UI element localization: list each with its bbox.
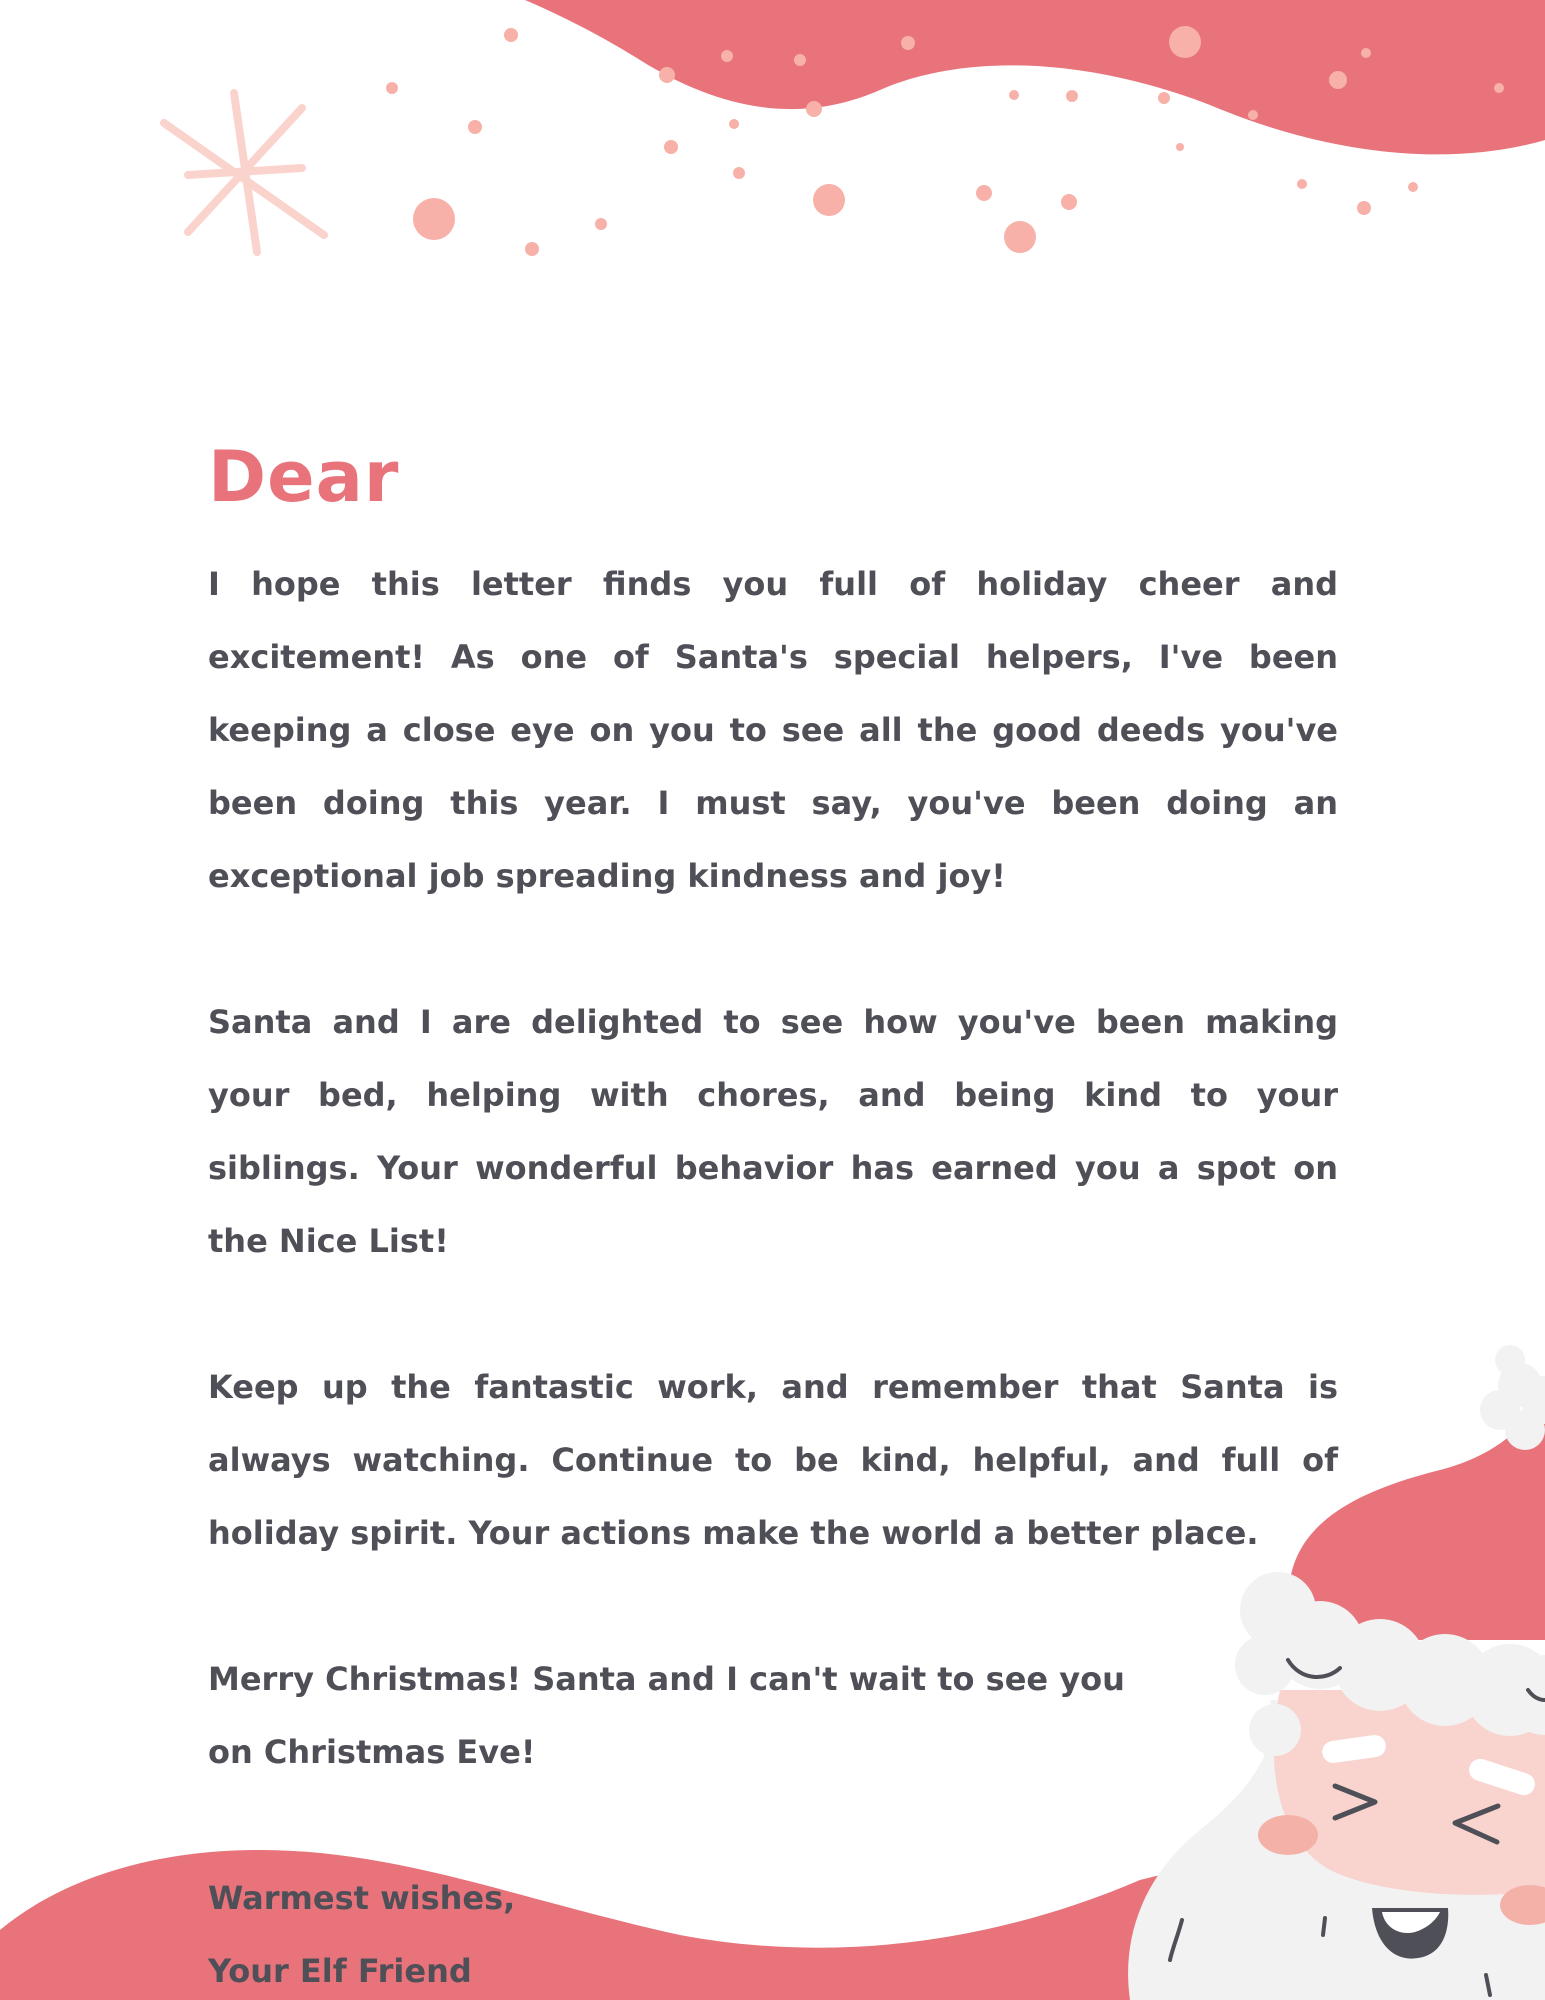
letter-paragraph: I hope this letter finds you full of holiday cheer and excitement! As one of Santa's special helpers, I've been keeping a close eye on you to see all the good deeds you've been doing this year. I must say, you've been doing an exceptional job spreading kindness and joy! [208,565,1338,895]
letter-paragraph: Keep up the fantastic work, and remember that Santa is always watching. Continue to be kind, helpful, and full of holiday spirit. Your actions make the world a better place. [208,1368,1338,1552]
christmas-eve-line: on Christmas Eve! [208,1733,536,1771]
merry-christmas-block [208,1643,1338,1789]
letter-paragraph: Santa and I are delighted to see how you've been making your bed, helping with chores, and being kind to your siblings. Your wonderful behavior has earned you a spot on the Nice List! [208,1003,1338,1260]
merry-christmas-line: Merry Christmas! Santa and I can't wait to see you [208,1660,1125,1698]
signoff: Warmest wishes, [208,1879,516,1917]
snowflake-icon [164,93,324,252]
signature: Your Elf Friend [208,1952,472,1990]
letter-body [208,548,1338,2000]
top-wave [525,0,1545,154]
santa-pompom [1480,1345,1545,1450]
letter-greeting: Dear [208,436,400,518]
letter-closing [208,1862,1338,2000]
